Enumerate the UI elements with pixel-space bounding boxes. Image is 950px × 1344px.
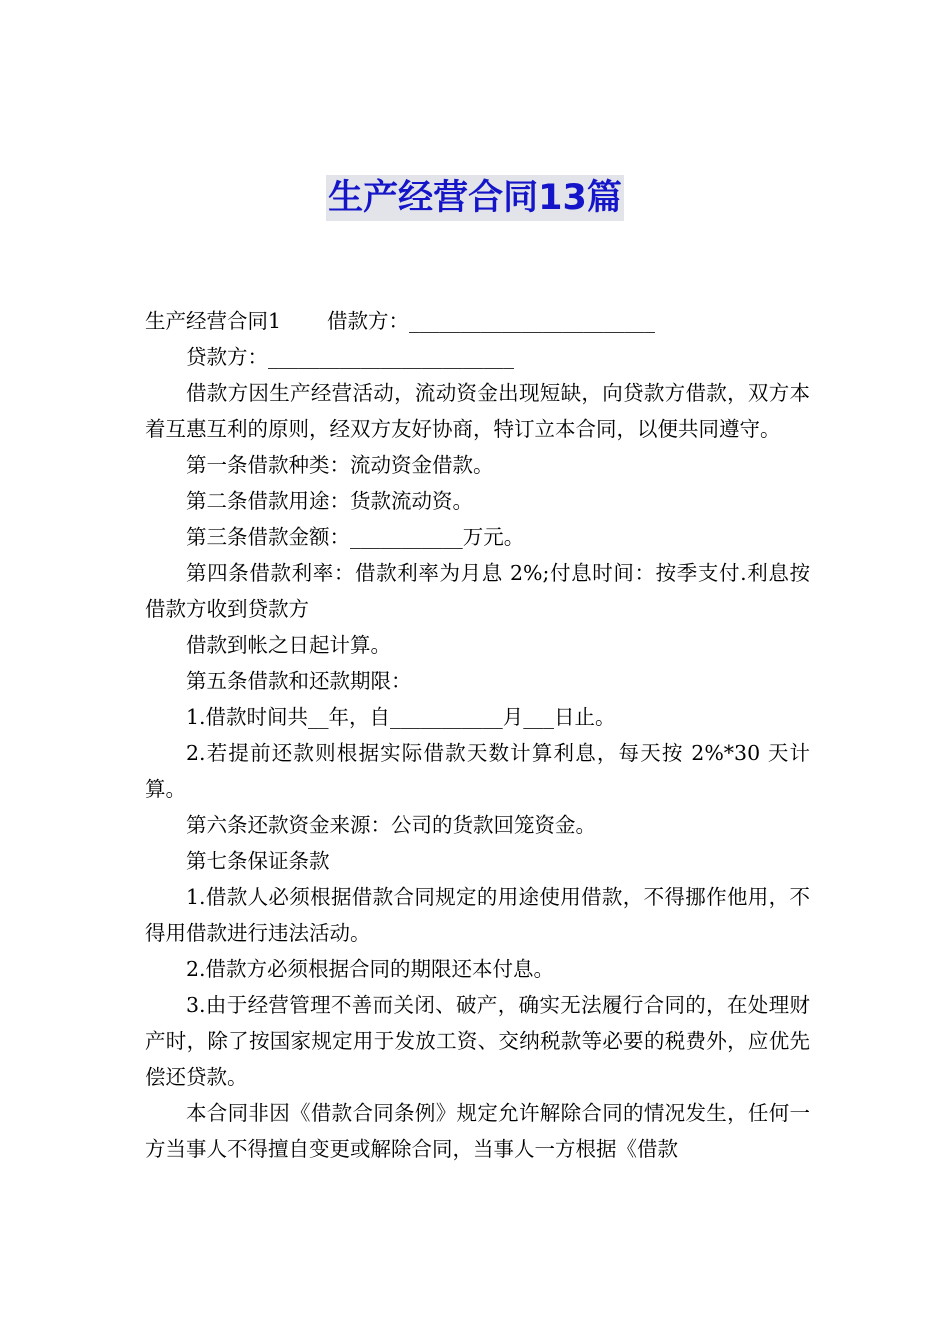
borrower-field: 借款方：________________________ (327, 309, 656, 333)
paragraph: 1.借款时间共__年，自___________月___日止。 (186, 705, 616, 729)
paragraph: 第七条保证条款 (186, 849, 330, 873)
paragraph: 借款到帐之日起计算。 (186, 633, 391, 657)
paragraph: 3.由于经营管理不善而关闭、破产，确实无法履行合同的，在处理财产时，除了按国家规定用于发放工资、交纳税款等必要的税费外，应优先偿还贷款。 (145, 993, 810, 1089)
paragraph: 第一条借款种类：流动资金借款。 (186, 453, 494, 477)
paragraph: 贷款方：________________________ (186, 345, 514, 369)
paragraph: 第五条借款和还款期限： (186, 669, 412, 693)
paragraph: 2.若提前还款则根据实际借款天数计算利息，每天按 2%*30 天计算。 (145, 741, 810, 801)
paragraph: 1.借款人必须根据借款合同规定的用途使用借款，不得挪作他用，不得用借款进行违法活动。 (145, 885, 810, 945)
paragraph: 第六条还款资金来源：公司的货款回笼资金。 (186, 813, 596, 837)
paragraph: 2.借款方必须根据合同的期限还本付息。 (186, 957, 555, 981)
contract-heading: 生产经营合同1 (145, 309, 282, 333)
paragraph: 第三条借款金额：___________万元。 (186, 525, 525, 549)
document-title: 生产经营合同13篇 (326, 175, 624, 221)
paragraph: 本合同非因《借款合同条例》规定允许解除合同的情况发生，任何一方当事人不得擅自变更或解除合同，当事人一方根据《借款 (145, 1101, 810, 1161)
paragraph: 借款方因生产经营活动，流动资金出现短缺，向贷款方借款，双方本着互惠互利的原则，经双方友好协商，特订立本合同，以便共同遵守。 (145, 381, 810, 441)
paragraph: 第二条借款用途：货款流动资。 (186, 489, 473, 513)
title-wrap (0, 175, 950, 221)
first-line (145, 303, 810, 339)
document-body (145, 303, 810, 1167)
paragraph: 第四条借款利率：借款利率为月息 2%;付息时间：按季支付.利息按借款方收到贷款方 (145, 561, 810, 621)
